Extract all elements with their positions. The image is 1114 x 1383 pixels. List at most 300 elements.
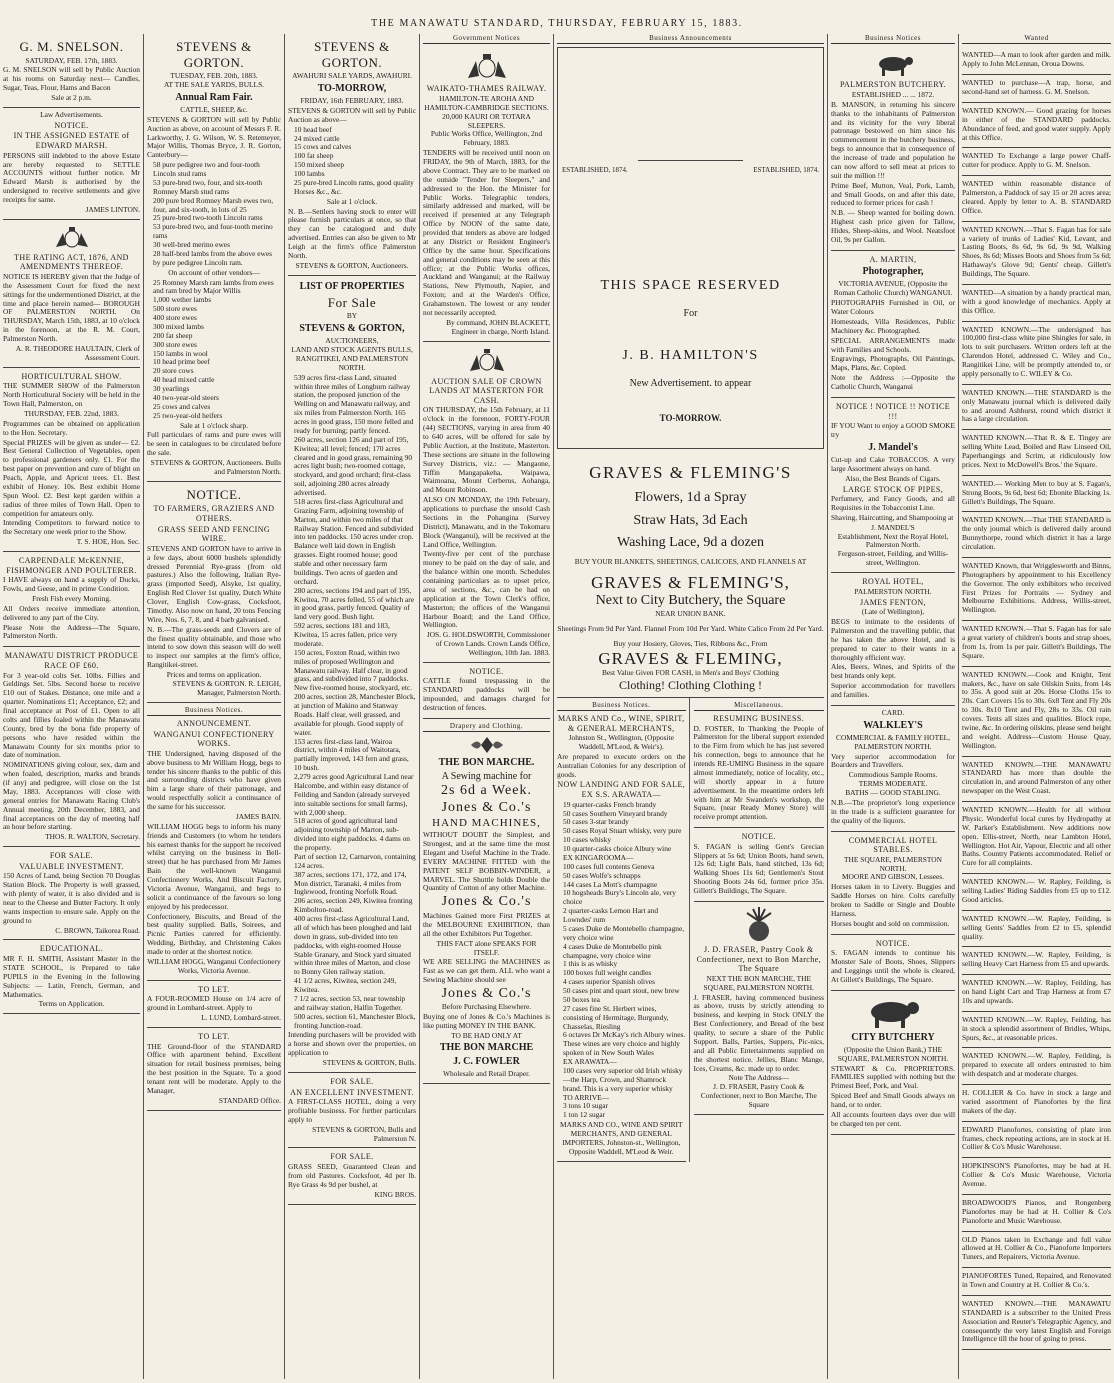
walkleys-terms: TERMS MODERATE. — [858, 779, 928, 789]
marsh-notice: NOTICE. — [54, 120, 89, 130]
mandel-name: J. Mandel's — [868, 441, 918, 453]
wanted-text: EDWARD Pianofortes, consisting of plate iron frames, check repeating actions, are in stock at H. Collier & Co's Music Warehouse. — [962, 1124, 1111, 1152]
royal-accom: Superior accommodation for travellers and families. — [831, 681, 955, 700]
fagan-notice-ad — [694, 828, 824, 902]
forsale-ad — [3, 847, 140, 940]
list-item: 25 pure-bred Lincoln rams, good quality — [294, 177, 414, 187]
fagan2-title: NOTICE. — [875, 938, 911, 948]
martin-address: VICTORIA AVENUE, (Opposite the Roman Catholic Church) WANGANUI. — [833, 279, 953, 298]
list-item: Part of section 12, Carnarvon, containing 124 acres. — [294, 851, 416, 870]
bonmarche-fact: THIS FACT alone SPEAKS FOR ITSELF. — [436, 938, 537, 957]
martin-sub: Photographer, — [862, 266, 924, 278]
bakery-note: Note The Address— — [728, 1073, 790, 1083]
butchery-ad — [831, 47, 955, 250]
rating-ad — [3, 220, 140, 368]
stevens-ramfair-ad — [147, 34, 281, 482]
list-item: 10 hogsheads Bury's Lincoln ale, very choice — [563, 888, 676, 907]
properties-title: LIST OF PROPERTIES — [299, 280, 405, 292]
list-item: 25 two-year-old heifers — [153, 410, 223, 420]
martin-homesteads: Homesteads, Villa Residences, Public Machinery &c. Photographed. — [831, 316, 955, 335]
list-item: 58 pure pedigree two and four-tooth Lincoln stud rams — [153, 160, 260, 179]
railway-office: Public Works Office, Wellington, 2nd February, 1883. — [430, 129, 543, 148]
royal-arms-icon — [465, 347, 509, 375]
walkleys-title: WALKLEY'S — [863, 719, 923, 731]
crown-body: ON THURSDAY, the 15th February, at 11 o'clock in the forenoon, FORTY-FOUR (44) SECTIONS, varying in area from 40 to 640 acres, will be offered for sale by Public Auction, at the Institute, Masterton. These sections are situate in the following Survey Districts, viz.: — Mangaone, Tiffin Mangapakeha, Waipawa, Waimoana, Mount Cerberus, Aohanga, and Mount Robinson. — [423, 405, 550, 495]
lower-business-split — [557, 698, 824, 1162]
stevens2-sale: Sale at 1 o'clock. — [326, 196, 378, 206]
marks-address: Johnston St., Wellington, (Opposite Waddell, M'Leod, & Weir's). — [568, 733, 674, 751]
royal-sub: PALMERSTON NORTH. — [854, 586, 932, 596]
mandel-also: Also, the Best Brands of Cigars. — [845, 473, 941, 483]
railway-title: WAIKATO-THAMES RAILWAY. — [426, 84, 547, 94]
stevens1-fair: Annual Ram Fair. — [175, 91, 253, 103]
horticultural-date: THURSDAY, FEB. 22nd, 1883. — [24, 408, 119, 418]
list-item: 50 cases Southern Vineyard brandy — [563, 808, 668, 818]
stevens1-others: On account of other vendors— — [168, 267, 260, 277]
stables-sub: THE SQUARE, PALMERSTON NORTH. — [844, 854, 942, 873]
stables-shod: Horses bought and sold on commission. — [831, 918, 950, 928]
graves-l1: Flowers, 1d a Spray — [634, 489, 747, 505]
wanted-text: WANTED KNOWN.—Health for all without Physic. Wonderful local cures by Hydropathy at W. Parker's Establishment. New additions now open. Ellis-street, North, near Lambton Hotel, Wellington. Hot Air, Vapour, Electric and all other Baths. Country Patients accommodated. Relief or Cure for all complaints. — [962, 805, 1111, 868]
foster-title: RESUMING BUSINESS. — [713, 713, 805, 723]
list-item: 6 octaves Dr McKay's rich Albury wines. These wines are very choice and highly spoken of in New South Wales — [563, 1030, 686, 1058]
list-item: 50 cases 3-star brandy — [563, 817, 629, 827]
martin-ad — [831, 251, 955, 398]
wanted-ad — [962, 1195, 1111, 1232]
wanted-ad — [962, 558, 1111, 621]
wanted-ad — [962, 1232, 1111, 1269]
wanted-text: H. COLLIER & Co. have in stock a large and varied assortment of Pianofortes by the first makers of the day. — [962, 1088, 1111, 1115]
tolet2-sign: STANDARD Office. — [218, 1095, 281, 1105]
reserved-line-2: For — [683, 308, 698, 320]
district-sign: THOS. R. WALTON, Secretary. — [45, 832, 140, 842]
walkleys-nb: N.B.—The proprietor's long experience in the trade is a sufficient guarantee for the quality of the liquors. — [831, 797, 955, 825]
bonmarche-title: THE BON MARCHE. — [438, 757, 535, 769]
wanted-text: WANTED KNOWN.—The undersigned has 100,000 first-class white pine Shingles for sale, in lots to suit purchasers. Written orders left at the Clarendon Hotel, addressed C. Wiley and Co., Rangitikei Line, will be promptly attended to, or apply personally to C. WILEY & Co. — [962, 324, 1111, 378]
crown-also: ALSO ON MONDAY, the 19th February, applications to purchase the unsold Cash Sections in the Pohangina (Survey District), Manawatu, and in the Tokomaru Block (Wanganui), will be received at the Land Office, Wellington. — [423, 495, 550, 549]
royal-ales: Ales, Beers, Wines, and Spirits of the best brands only kept. — [831, 662, 955, 681]
bonmarche-price: 2s 6d a Week. — [441, 783, 532, 799]
snelson-body: G. M. SNELSON will sell by Public Auction at his rooms on Saturday next— Candles, Sugar, Teas, Flour, Hams and Bacon — [3, 65, 140, 93]
butchery-body: B. MANSON, in returning his sincere thanks to the inhabitants of Palmerston and its vicinity for the very liberal patronage bestowed on him since his commencement in the butchery business, begs to announce that in consequence of the increase of trade and population he can now afford to sell meat at prices to suit the million !!! — [831, 99, 955, 180]
bonmarche-sewing: A Sewing machine for — [441, 771, 532, 783]
marks-list — [557, 801, 686, 1121]
confectionery-sign-2: WILLIAM HOGG, Wanganui Confectionery Works, Victoria Avenue. — [147, 956, 281, 975]
walkleys-card: CARD. — [881, 707, 905, 717]
list-item: 27 cases fine St. Herbert wines, consisting of Hermitage, Burgundy, Chasselas, Riesling — [563, 1003, 669, 1031]
list-item: 206 acres, section 249, Kiwitea fronting Kimbolton-road. — [294, 896, 413, 915]
wanted-text: WANTED KNOWN.— W. Rapley, Feilding, is selling Ladies' Riding Saddles from £5 up to £12. Good articles. — [962, 877, 1111, 904]
stevens1-stock: CATTLE, SHEEP, &c. — [180, 104, 248, 114]
marsh-body: PERSONS still indebted to the above Estate are hereby requested to SETTLE ACCOUNTS without further notice. Mr Edward Marsh is authorised by the undersigned to receive settlements and give receipts for same. — [3, 150, 140, 204]
tolet2-title: TO LET. — [198, 1031, 230, 1041]
butchery-prime: Prime Beef, Mutton, Veal, Pork, Lamb, and Small Goods, on and after this date, reduced to former prices for cash ! — [831, 180, 955, 208]
list-item: 592 acres, sections 181 and 183, Kiwitea, 15 acres fallen, price very moderate. — [294, 621, 398, 648]
wanted-text: WANTED KNOWN.—W. Rapley, Feilding, is prepared to execute all orders entrusted to him with despatch and at moderate charges. — [962, 1051, 1111, 1079]
carpendale-body: I HAVE always on hand a supply of Ducks, Fowls, and Geese, and in prime Condition. — [3, 575, 140, 594]
wanted-text: OLD Pianos taken in Exchange and full value allowed at H. Collier & Co., Pianoforte Importers Tuners, and Repairers, Victoria Avenue. — [962, 1234, 1111, 1262]
list-item: 518 acres first-class Agricultural and Grazing Farm, adjoining township of Marton, and within two miles of that Railway Station. Fenced and subdivided into ten paddocks. 150 acres under crop. Balance well laid down in English grasses. Eight roomed house; good stable and other necessary farm buildings. Two acres of garden and orchard. — [294, 496, 414, 586]
list-item: 50 boxes tea — [563, 994, 600, 1004]
martin-engravings: Engravings, Photographs, Oil Paintings, Maps, Plans, &c. Copied. — [831, 354, 955, 373]
confectionery-hogg: WILLIAM HOGG begs to inform his many friends and Customers (to whom he tenders his earnest thanks for the support he received whilst carrying on the business in Bell-street) that he has purchased from Mr James Bain the well-known Wanganui Confectionery Works, And Biscuit Factory, Victoria Avenue, Wanganui, and begs to solicit a continuance of the favours so long enjoyed by his predecessor. — [147, 821, 281, 911]
bonmarche-had: TO BE HAD ONLY AT — [451, 1030, 522, 1040]
list-item: 5 cases Duke de Montebello champagne, very choice wine — [563, 923, 685, 942]
marks-body: Are prepared to execute orders on the Australian Colonies for any description of goods. — [557, 751, 686, 779]
wanted-ad — [962, 911, 1111, 948]
list-item: 2 quarter-casks Lemon Hart and Lowndes' rum — [563, 906, 659, 925]
column-3 — [285, 34, 420, 1379]
list-item: 500 acres, section 61, Manchester Block, fronting Junction-road. — [294, 1011, 416, 1030]
drapery-head: Drapery and Clothing. — [423, 722, 550, 732]
wanted-text: WANTED within reasonable distance of Palmerston, a Paddock of say 15 or 20 acres area; cleared. Apply by letter to A. B. STANDARD Office. — [962, 179, 1111, 215]
wanted-text: WANTED KNOWN.—Cook and Knight, Tent makers, &c., have on sale Oilskin Suits, from 14s to 35s. A good suit at 20s. Horse Cloths 15s to 20s. Cart Covers 15s to 30s. 6x8 Tent and Fly 20s to 30s. 8x10 Tent and Fly, 28s to 33s. Oil rain covers. Tents all sizes and qualities. Block rope, twine, &c. In ordering oilskins, please send height and weight. Address—Custom House Quay, Wellington. — [962, 669, 1111, 750]
stables-title: COMMERCIAL HOTEL STABLES. — [848, 835, 938, 855]
wanted-text: HOPKINSON'S Pianofortes, may be had at H. Collier & Co's Music Warehouse, Victoria Avenue. — [962, 1161, 1111, 1189]
district-title: MANAWATU DISTRICT PRODUCE RACE OF £60. — [4, 651, 139, 670]
citybutchery-sub: (Opposite the Union Bank,) THE SQUARE, PALMERSTON NORTH. — [837, 1044, 949, 1063]
carpendale-address: Please Note the Address—The Square, Palmerston North. — [3, 622, 140, 641]
graves-next: Next to City Butchery, the Square — [595, 593, 786, 609]
wanted-ad — [962, 874, 1111, 911]
list-item: 1 ton 12 sugar — [563, 1110, 606, 1120]
wanted-text: WANTED—A situation by a handy practical man, with a good knowledge of mechanics. Apply at this Office. — [962, 287, 1111, 315]
railway-sign: By command, JOHN BLACKETT, Engineer in charge, North Island. — [446, 317, 550, 336]
tolet2-body: THE Ground-floor of the STANDARD Office with apartment behind. Excellent situation for retail business premises, being the best position in the Square. To a good tenant rent will be moderate. Apply to the Manager, — [147, 1041, 281, 1095]
wanted-ad — [962, 285, 1111, 322]
bakery-sign: J. D. FRASER, Pastry Cook & Confectioner, next to Bon Marche, The Square — [696, 944, 821, 974]
wanted-ad — [962, 757, 1111, 803]
grassseed-title: FOR SALE. — [330, 1152, 374, 1162]
farmers-nb: N. B.—The grass-seeds and Clovers are of the finest quality obtainable, and those who intend to sow down this season will do well to inspect our samples at the firm's office, Rangitikei-street. — [147, 624, 281, 670]
bull-icon — [871, 52, 915, 78]
horticultural-programmes: Programmes can be obtained on application to the Hon. Secretary. — [3, 418, 140, 437]
properties-closing: Intending purchasers will be provided with a horse and shown over the properties, on application to — [288, 1030, 416, 1058]
wanted-ad — [962, 476, 1111, 513]
wanted-text: WANTED KNOWN.— Good grazing for horses in either of the STANDARD paddocks. Abundance of feed, and good water supply. Apply at this Office. — [962, 105, 1111, 142]
carpendale-ad — [3, 552, 140, 647]
mandel-notice: NOTICE ! NOTICE !! NOTICE !!! — [836, 401, 950, 421]
bonmarche-body: WITHOUT DOUBT the Simplest, and Strongest, and at the same time the most Elegant and Useful Machine in the Trade. EVERY MACHINE FITTED with the PATENT SELF BOBBIN-WINDER, a MARVEL. The Shuttle holds Double the Quantity of Cotton of any other Machine. — [423, 830, 550, 893]
educational-title: EDUCATIONAL. — [39, 944, 104, 954]
graves-title: GRAVES & FLEMING'S — [589, 463, 792, 483]
stables-body: Horses taken in to Livery. Buggies and Saddle Horses on hire. Colts carefully broken to Saddle or Single and Double Harness. — [831, 882, 955, 918]
column-1 — [0, 34, 144, 1379]
list-item: 41 1/2 acres, Kiwitea, section 249, Kiwitea. — [294, 976, 397, 995]
wanted-ad — [962, 1048, 1111, 1085]
rating-body: NOTICE IS HEREBY given that the Judge of the Assessment Court for fixed the next sittings for the undermentioned District, at the time and place herein named— BOROUGH OF PALMERSTON NORTH. On THURSDAY, March 15th, 1883, at 10 o'clock in the forenoon, at the R. M. Court, Palmerston North. — [3, 271, 140, 344]
graves-sheetings: Sheetings From 9d Per Yard. Flannel From 10d Per Yard. White Calico From 2d Per Yard. — [557, 624, 824, 634]
marks-ad — [557, 698, 686, 1162]
mandel-sign: J. MANDEL'S — [871, 522, 915, 532]
wanted-text: WANTED KNOWN.—That S. Fagan has for sale a great variety of children's boots and strap shoes, from 1s, from 1s per pair. Gillett's Buildings, The Square. — [962, 624, 1111, 660]
list-item: 10 quarter-casks choice Albury wine — [563, 844, 672, 854]
properties-agents: LAND AND STOCK AGENTS BULLS, RANGITIKEI, AND PALMERSTON NORTH. — [291, 345, 413, 372]
royal-name: JAMES FENTON, — [860, 597, 926, 607]
farmers-sub: GRASS SEED AND FENCING WIRE. — [157, 524, 271, 544]
bonmarche-bon: THE BON MARCHE — [439, 1042, 534, 1054]
grassseed-ad — [288, 1148, 416, 1204]
wanted-ad — [962, 802, 1111, 874]
stevens2-date: FRIDAY, 16th FEBRUARY, 1883. — [300, 96, 404, 106]
wanted-ad — [962, 322, 1111, 385]
wanted-text: WANTED KNOWN.—That S. Fagan has for sale a variety of trunks of Ladies' Kid, Levant, and Lasting Boots, 8s 6d, 9s 6d, 9s 9d, Walking Shoes, 8s 6d; Misses Boots and Shoes from 5s 6d; Hathaway's Glove 9d; Gents' cheap. Gillett's Buildings, The Square. — [962, 224, 1111, 279]
grassseed-body: GRASS SEED, Guaranteed Clean and from old Pastures. Cocksfoot, 4d per lb. Rye Grass 4s 9d per bushel, at — [288, 1162, 416, 1189]
bakery-ad — [694, 902, 824, 1115]
foster-body: D. FOSTER, In Thanking the People of Palmerston for the liberal support extended to the Firm from which he has just severed his connection, begs to announce that he intends RE-UMING Business in the square almost immediately, notice of locality, etc., will shortly appear in a future advertisement. In the meantime orders left with him at Mr Swanden's workshop, the Square, (near Ready Money Store) will receive prompt attention. — [693, 723, 824, 822]
tolet-body: A FOUR-ROOMED House on 1/4 acre of ground in Lombard-street. Apply to — [147, 994, 281, 1013]
list-item: 260 acres, section 126 and part of 195, Kiwitea; all level; fenced; 170 acres cleared and in good grass, remaining 90 acres light bush; two-roomed cottage, stockyard, and good orchard; first-class soil, adjoining 280 acres already advertised. — [294, 434, 413, 498]
list-item: Horses &c., &c. — [294, 186, 342, 196]
column-2 — [144, 34, 285, 1379]
est-right: ESTABLISHED, 1874. — [753, 166, 819, 175]
stevens2-place: AWAHURI SALE YARDS, AWAHURI. — [292, 71, 412, 81]
butchery-est: ESTABLISHED ... ... 1872. — [851, 89, 935, 99]
carpendale-orders: All Orders receive immediate attention, delivered to any part of the City. — [3, 603, 140, 622]
royal-hotel-ad — [831, 573, 955, 706]
list-item: 7 1/2 acres, section 53, near township and railway station, Halfin Together. — [294, 993, 406, 1012]
martin-special: SPECIAL ARRANGEMENTS made with Families and Schools. — [831, 335, 955, 354]
list-item: 10 cases whisky — [563, 835, 612, 845]
stevens1-date: TUESDAY, FEB. 20th, 1883. — [170, 71, 258, 81]
forsale2-title: FOR SALE. — [330, 1076, 374, 1086]
citybutchery-body: STEWART & Co. PROPRIETORS. FAMILIES supplied with nothing but the Primest Beef, Pork, and Veal. — [831, 1063, 955, 1091]
wanted-text: WANTED To Exchange a large power Chaff-cutter for produce. Apply to G. M. Snelson. — [962, 151, 1111, 170]
list-item: 20 store cows — [153, 366, 194, 376]
tolet-sign: L. LUND, Lombard-street. — [201, 1013, 281, 1023]
wanted-text: WANTED KNOWN.—W. Rapley, Feilding, has in stock a splendid assortment of Bridles, Whips, Spurs, &c., at reasonable prices. — [962, 1014, 1111, 1042]
confectionery-goods: Confectionery, Biscuits, and Bread of the best quality supplied. Balls, Soirees, and Picnic Parties catered for efficiently. Wedding, Birthday, and Christening Cakes made to order at the shortest notice. — [147, 911, 281, 957]
est-left: ESTABLISHED, 1874. — [562, 166, 628, 175]
stables-names: MOORE AND GIBSON, Lessees. — [841, 872, 945, 882]
farmers-notice-ad — [147, 482, 281, 703]
wanted-ad — [962, 385, 1111, 431]
mandel-address: Establishment, Next the Royal Hotel, Palmerston North. — [837, 531, 949, 550]
bonmarche-fowler-sub: Wholesale and Retail Draper. — [442, 1069, 530, 1079]
list-item: 144 cases La Mott's champagne — [563, 879, 658, 889]
ox-icon — [863, 996, 923, 1030]
list-item: 153 acres first-class land, Wairoa district, within 4 miles of Waitotara, partially improved, 143 fern and grass, 10 bush. — [294, 736, 409, 773]
wanted-text: WANTED KNOWN.—THE STANDARD is the only Manawatu journal which is delivered daily to and around Ashhurst, round which district it has a large circulation. — [962, 387, 1111, 424]
confectionery-head: Business Notices. — [147, 706, 281, 716]
bonmarche-money: Buying one of Jones & Co.'s Machines is like putting MONEY IN THE BANK. — [423, 1011, 550, 1030]
wanted-text: PIANOFORTES Tuned, Repaired, and Renovated in Town and Country at H. Collier & Co.'s. — [962, 1271, 1111, 1290]
walkleys-body: Very superior accommodation for Boarders and Travellers. — [831, 751, 955, 770]
marks-sign: MARKS AND CO., WINE AND SPIRIT MERCHANTS, AND GENERAL IMPORTERS, Johnston-st., Wellington, Opposite Waddell, M'Leod & Weir. — [560, 1120, 683, 1156]
cattle-notice-ad — [423, 663, 550, 719]
crown-title: AUCTION SALE OF CROWN LANDS AT MASTERTON FOR CASH. — [429, 376, 544, 405]
wanted-text: BROADWOOD'S Pianos, and Rongenberg Pianofortes may be had at H. Collier & Co's Pianoforte and Music Warehouse. — [962, 1197, 1111, 1225]
list-item: 2,279 acres good Agricultural Land near Halcombe, and within easy distance of Feilding and Sandon (already surveyed into suitable sections for small farms), with 2,000 sheep. — [294, 772, 414, 817]
list-item: 200 fat sheep — [153, 330, 193, 340]
wanted-ad — [962, 430, 1111, 476]
list-item: 400 store ewes — [153, 313, 197, 323]
bonmarche-before: Before Purchasing Elsewhere. — [441, 1001, 532, 1011]
bakery-body: J. FRASER, having commenced business as above, trusts by strictly attending to business, and keeping in Stock ONLY the Best Confectionery, and Bread of the best quality, to secure a share of the Public Support. Balls, Parties, Suppers, Pic-nics, and all Public Entertainments supplied on the shortest notice. Jellies, Blanc Mange, Ices, Creams, &c. made up to order. — [693, 992, 824, 1073]
stevens2-list — [288, 126, 416, 197]
rating-sign: A. R. THEODORE HAULTAIN, Clerk of Assessment Court. — [15, 343, 140, 362]
bon-marche-ad — [423, 719, 550, 1084]
marks-column — [557, 698, 690, 1162]
list-item: 280 acres, sections 194 and part of 195, Kiwitea, 70 acres felled, 55 of which are in good grass, partly fenced. Quality of land very good. Bush light. — [294, 585, 415, 622]
farmers-title: NOTICE. — [186, 486, 242, 502]
mandel-body: IF YOU Want to enjoy a GOOD SMOKE try — [831, 421, 955, 440]
wanted-text: WANTED to purchase—A trap, horse, and second-hand set of harness. G. M. Snelson. — [962, 78, 1111, 97]
walkleys-rooms: Commodious Sample Rooms. — [848, 770, 938, 780]
fagan-title: NOTICE. — [741, 832, 776, 842]
wanted-ad — [962, 1012, 1111, 1049]
marks-head: Business Notices. — [557, 701, 686, 711]
bonmarche-fowler: J. C. FOWLER — [453, 1056, 520, 1068]
list-item: TO ARRIVE— — [563, 1092, 610, 1102]
graves-l2: Straw Hats, 3d Each — [633, 512, 748, 528]
list-item: 30 yearlings — [153, 384, 190, 394]
properties-by: BY — [346, 311, 358, 321]
misc-head: Miscellaneous. — [694, 701, 824, 711]
forsale-body: 150 Acres of Land, being Section 70 Douglas Station Block. The Property is well grassed, with plenty of water, it is also divided and is near to the Cheese and Butter Factory. It only wants inspection to ensure sale. Apply on the ground to — [3, 871, 140, 925]
properties-list — [288, 374, 416, 1031]
reserved-line-1: THIS SPACE RESERVED — [600, 278, 781, 294]
mandel-address-2: Ferguson-street, Feilding, and Willis-street, Wellington. — [837, 549, 949, 568]
column-6 — [828, 34, 959, 1379]
mandel-pipes: LARGE STOCK OF PIPES, — [842, 484, 944, 494]
list-item: 150 lambs in wool — [153, 348, 208, 358]
properties-ad — [288, 276, 416, 1073]
butchery-nb: N.B. — Sheep wanted for boiling down. Highest cash price given for Tallow, Hides, Sheep-skins, and Wool. Neatsfoot Oil, 9s per Gallon. — [831, 208, 955, 244]
wanted-text: WANTED KNOWN.—That R. & E. Tingey are selling White Lead, Boiled and Raw Linseed Oil, Paperhangings and Scrim, at ridiculously low prices. Next to McDowell's Bros.' the Square. — [962, 433, 1111, 469]
est-rule — [638, 160, 743, 161]
graves-fleming-ad — [557, 449, 824, 697]
wanted-text: WANTED Known, that Wrigglesworth and Binns, Photographers by appointment to his Excellency the Governor. The only exhibitors who received First Prizes for Portraits — Sydney and Melbourne Exhibitions. Address, Willis-street, Wellington. — [962, 560, 1111, 615]
list-item: 200 pure bred Romney Marsh ewes two, four, and six-tooth, in lots of 25 — [153, 195, 274, 214]
list-item: 53 pure-bred two, four, and six-tooth Romney Marsh stud rams — [153, 177, 263, 196]
business-head: Business Announcements — [557, 34, 824, 44]
graves-buy: BUY YOUR BLANKETS, SHEETINGS, CALICOES, AND FLANNELS AT — [574, 557, 807, 567]
stevens1-list — [147, 161, 281, 268]
gov-notices-head: Government Notices — [423, 34, 550, 44]
railway-sleepers: 20,000 KAURI OR TOTARA SLEEPERS. — [442, 111, 531, 130]
farmers-body: STEVENS AND GORTON have to arrive in a few days, about 6000 bushels splendidly dressed Perennial Rye-grass (from old pastures.) Also the following, Italian Rye-grass (imported Seed), Alsyke, 1st quality, English Red Clover 1st quality, Dutch White Clover, English Cow-grass, Cocksfoot, Timothy. Also now on hand, 20 tons Fencing Wire, Nos. 6, 7, 8, and 4 barb galvanised. — [147, 543, 281, 624]
properties-forsale: For Sale — [327, 294, 377, 310]
list-item: 500 store ewes — [153, 304, 197, 314]
farmers-sign: STEVENS & GORTON. R. LEIGH, Manager, Palmerston North. — [172, 678, 281, 697]
list-item: 100 cases full contents Geneva — [563, 861, 655, 871]
farmers-prices: Prices and terms on application. — [166, 670, 262, 680]
list-item: 25 Romney Marsh ram lambs from ewes and ram bred by Major Willis — [153, 277, 274, 296]
walkleys-baths: BATHS — GOOD STABLING. — [845, 788, 941, 798]
crest-icon — [469, 735, 505, 755]
list-item: 10 head prime beef — [153, 357, 210, 367]
list-item: 30 well-bred merino ewes — [153, 240, 230, 250]
railway-sub: HAMILTON-TE AROHA AND HAMILTON-CAMBRIDGE SECTIONS. — [424, 93, 549, 112]
graves-title-2: GRAVES & FLEMING'S, — [591, 573, 790, 593]
martin-note: Note the Address :—Opposite the Catholic Church, Wanganui — [831, 373, 955, 392]
confectionery-body: THE Undersigned, having disposed of the above business to Mr William Hogg, begs to tender his sincere thanks to the public of this and surrounding districts who have given him a large share of their patronage, and would respectfully solicit a continuance of the same for his successor. — [147, 748, 281, 812]
list-item: 3 tons 10 sugar — [563, 1101, 608, 1111]
list-item: 4 cases superior Spanish olives — [563, 977, 655, 987]
stevens2-sign: STEVENS & GORTON, Auctioneers. — [295, 260, 409, 270]
wanted-ad — [962, 148, 1111, 176]
confectionery-ad — [147, 703, 281, 981]
wanted-ad — [962, 1085, 1111, 1122]
wanted-ad — [962, 176, 1111, 222]
horticultural-prizes: Special PRIZES will be given as under— £2. Best General Collection of Vegetables, open to professional gardeners only. £1. For the best paper on prevention and cure of blight on Peach, Apple, and Apricot trees. £1. Best exhibit of Honey. 10s. Best exhibit Home Spun Wool. £2. Best kept garden within a radius of three miles of Town Hall. Open to competition for amateurs only. — [3, 437, 140, 518]
forsale2-ad — [288, 1073, 416, 1149]
stevens1-intro: STEVENS & GORTON will sell by Public Auction as above, on account of Messrs F. R. Larkworthy, J. G. Wilson, W. S. Retemeyer, Major Willis, Thomas Bryce, J. R. Gorton, Canterbury— — [147, 114, 281, 160]
forsale-sign: C. BROWN, Taikorea Road. — [55, 925, 140, 935]
crown-terms: Twenty-five per cent of the purchase money to be paid on the day of sale, and the balance within one month. Schedules containing particulars as to upset price, area of sections, &c., can be had on application at the Town Clerk's office, Masterton; the offices of the Wanganui Harbour Board; and the Land Office, Wellington. — [423, 549, 550, 630]
marsh-ad — [3, 108, 140, 220]
graves-best: Best Value Given FOR CASH, in Men's and Boys' Clothing — [601, 668, 780, 678]
list-item: 150 acres, Foxton Road, within two miles of proposed Wellington and Manawatu railway. Half clear, in good grass, and subdivided into 7 paddocks. New five-roomed house, stockyard, etc. — [294, 647, 413, 693]
tolet2-ad — [147, 1028, 281, 1111]
wanted-ad — [962, 1268, 1111, 1296]
wanted-ad — [962, 947, 1111, 975]
stevens2-nb: N. B.—Settlers having stock to enter will please furnish particulars at once, so that they can be catalogued and duly advertised. Entries can also be given to Mr Leigh at the firm's office Palmerston North. — [288, 206, 416, 260]
forsale2-body: A FIRST-CLASS HOTEL, doing a very profitable business. For further particulars apply to — [288, 1097, 416, 1124]
list-item: 50 cases Wolfe's schnapps — [563, 870, 641, 880]
masthead: THE MANAWATU STANDARD, THURSDAY, FEBRUARY 15, 1883. — [371, 18, 743, 29]
district-race-ad — [3, 647, 140, 847]
stevens2-intro: STEVENS & GORTON will sell by Public Auction as above— — [288, 105, 416, 124]
stevens2-title: STEVENS & GORTON. — [314, 39, 390, 70]
list-item: 53 pure-bred two, and four-tooth merino rams — [153, 222, 273, 241]
list-item: 40 head mixed cattle — [153, 375, 215, 385]
horticultural-ad — [3, 368, 140, 552]
pineapple-icon — [737, 907, 781, 943]
wanted-ad — [962, 103, 1111, 149]
snelson-title: G. M. SNELSON. — [19, 39, 124, 54]
reserved-line-3: J. B. HAMILTON'S — [622, 348, 759, 364]
wanted-text: WANTED—A man to look after garden and milk. Apply to John McLennan, Oroua Downs. — [962, 50, 1111, 69]
list-item: 100 cases very superior old Irish whisky—the Harp, Crown, and Shamrock brand. This is a very superior whisky — [563, 1065, 683, 1093]
list-item: 1,000 wether lambs — [153, 295, 212, 305]
bakery-sign-2: J. D. FRASER, Pastry Cook & Confectioner, next to Bon Marche, The Square — [700, 1082, 817, 1109]
marsh-title: IN THE ASSIGNED ESTATE of EDWARD MARSH. — [13, 131, 130, 151]
rating-title: THE RATING ACT, 1876, AND AMENDMENTS THEREOF. — [14, 252, 129, 272]
list-item: 4 cases Duke de Montebello pink champagne, very choice wine — [563, 941, 662, 960]
wanted-ad — [962, 1158, 1111, 1195]
marks-title: MARKS AND Co., WINE, SPIRIT, & GENERAL MERCHANTS, — [558, 713, 685, 733]
horticultural-title: HORTICULTURAL SHOW. — [21, 371, 122, 381]
graves-clothing: Clothing! Clothing Clothing ! — [618, 678, 762, 693]
column-7 — [959, 34, 1114, 1379]
list-item: 10 head beef — [294, 124, 332, 134]
confectionery-sign: JAMES BAIN. — [235, 811, 281, 821]
list-item: 15 cows and calves — [294, 142, 352, 152]
reserved-ad — [557, 47, 824, 449]
royal-late: (Late of Wellington), — [861, 607, 925, 617]
list-item: 100 fat sheep — [294, 151, 334, 161]
walkleys-sub: COMMERCIAL & FAMILY HOTEL, PALMERSTON NORTH. — [836, 732, 950, 751]
reserved-line-5: TO-MORROW. — [659, 413, 722, 424]
list-item: 1 this is as whisky — [563, 959, 618, 969]
snelson-ad — [3, 34, 140, 108]
properties-firm: STEVENS & GORTON, — [299, 323, 405, 335]
crown-sign: JOS. G. HOLDSWORTH, Commissioner of Crown Lands. Crown Lands Office, Wellington, 10th Jan. 1883. — [426, 630, 550, 658]
bonmarche-jones-3: Jones & Co.'s — [441, 986, 532, 1002]
royal-title: ROYAL HOTEL, — [862, 577, 924, 587]
railway-ad — [423, 47, 550, 341]
educational-ad — [3, 940, 140, 1014]
horticultural-closing: Intending Competitors to forward notice to the Secretary one week prior to the Show. — [3, 518, 140, 537]
royal-body: BEGS to intimate to the residents of Palmerston and the travelling public, that he has taken the above Hotel, and is prepared to cater to their wants in a thoroughly efficient way. — [831, 617, 955, 662]
farmers-to: TO FARMERS, GRAZIERS AND OTHERS. — [153, 504, 275, 523]
forsale2-sign: STEVENS & GORTON, Bulls and Palmerston N. — [312, 1124, 416, 1143]
fagan2-ad — [831, 935, 955, 991]
mandel-shaving: Shaving, Haircutting, and Shampooing at — [831, 512, 954, 522]
carpendale-title: CARPENDALE McKENNIE, FISHMONGER AND POULTERER. — [6, 556, 137, 575]
